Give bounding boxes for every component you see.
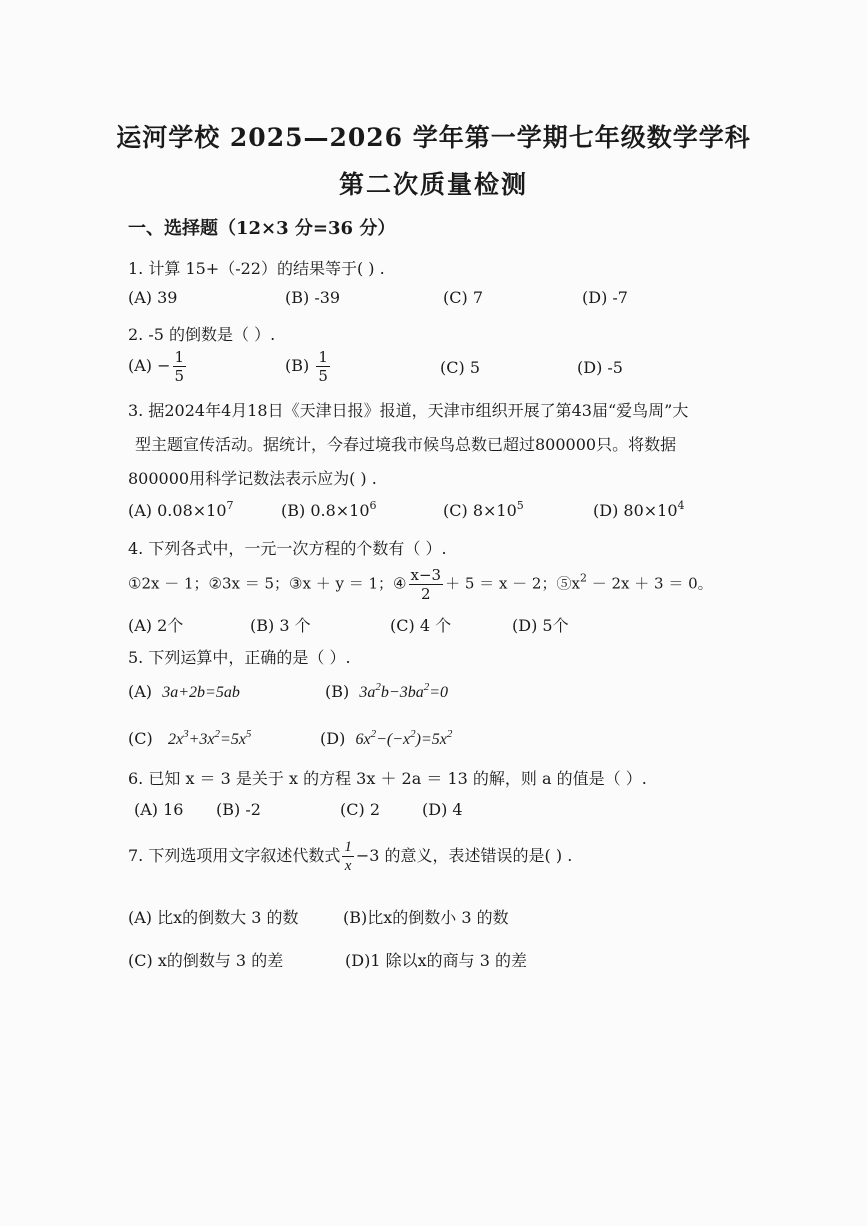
- fraction-denominator: x: [344, 858, 352, 874]
- fraction-numerator: 1: [344, 839, 352, 855]
- q1-option-c: (C) 7: [443, 288, 483, 307]
- expr-exponent: 2: [375, 681, 381, 693]
- q3-option-b-exponent: 6: [369, 499, 377, 512]
- q3-option-b: [281, 501, 377, 520]
- q3-option-c: [443, 501, 524, 520]
- expr-part: −(−x: [376, 731, 411, 748]
- question-5-stem: 5. 下列运算中，正确的是（ ）.: [128, 648, 351, 667]
- q4-equations-part-3: － 2x ＋ 3 ＝ 0。: [586, 574, 713, 593]
- question-7-stem: [128, 838, 572, 875]
- q5-option-c-label: (C): [128, 729, 153, 748]
- q4-option-b: (B) 3 个: [250, 616, 311, 635]
- q7-stem-before: 7. 下列选项用文字叙述代数式: [128, 846, 341, 865]
- q2-option-b: [285, 348, 332, 385]
- q5-option-b-label: (B): [325, 682, 350, 701]
- q5-option-c: [128, 729, 251, 749]
- section-heading: 一、选择题（12×3 分=36 分）: [128, 218, 396, 239]
- q1-option-d: (D) -7: [582, 288, 628, 307]
- q4-option-d: (D) 5个: [512, 616, 569, 635]
- q4-fraction: [409, 566, 444, 603]
- q1-option-b: (B) -39: [285, 288, 341, 307]
- q3-option-a-base: (A) 0.08×10: [128, 501, 227, 520]
- question-2-stem: 2. -5 的倒数是（ ）.: [128, 325, 276, 344]
- expr-part: b−3ba: [380, 684, 424, 701]
- q2-option-a-fraction: [173, 348, 187, 385]
- q5-option-d: [320, 729, 452, 749]
- q3-option-c-exponent: 5: [516, 499, 524, 512]
- q5-option-a-label: (A): [128, 682, 153, 701]
- exam-title: 运河学校 2025—2026 学年第一学期七年级数学学科: [116, 123, 751, 152]
- expr-part: +3x: [188, 731, 215, 748]
- q3-option-d-exponent: 4: [677, 499, 685, 512]
- q2-option-d: (D) -5: [577, 358, 623, 377]
- expr-part: 3a: [359, 684, 376, 701]
- q3-option-a: [128, 501, 234, 520]
- expr-exponent: 5: [245, 728, 252, 740]
- q2-option-c: (C) 5: [440, 358, 480, 377]
- q7-option-d: (D)1 除以x的商与 3 的差: [345, 951, 527, 970]
- q2-option-b-label: (B): [285, 356, 310, 375]
- fraction-numerator: 1: [174, 348, 185, 366]
- q7-fraction: [342, 838, 354, 875]
- q5-option-a: [128, 682, 240, 702]
- q4-option-a: (A) 2个: [128, 616, 184, 635]
- q1-option-a: (A) 39: [128, 288, 178, 307]
- q7-option-c: (C) x的倒数与 3 的差: [128, 951, 284, 970]
- q7-option-b: (B)比x的倒数小 3 的数: [343, 908, 509, 927]
- q6-option-d: (D) 4: [422, 800, 463, 819]
- expr-exponent: 2: [423, 681, 430, 693]
- q4-equations-part-2: ＋ 5 ＝ x － 2；⑤x: [445, 574, 580, 593]
- q5-option-a-expression: 3a+2b=5ab: [162, 684, 240, 701]
- q5-option-c-expression: [168, 728, 252, 748]
- question-3-line-1: 3. 据2024年4月18日《天津日报》报道，天津市组织开展了第43届“爱鸟周”大: [128, 401, 689, 420]
- expr-exponent: 2: [446, 728, 453, 740]
- q5-option-b-expression: [359, 681, 449, 701]
- expr-part: =5x: [220, 731, 246, 748]
- question-3-line-2: 型主题宣传活动。据统计，今春过境我市候鸟总数已超过800000只。将数据: [135, 435, 677, 454]
- q2-option-a-label: (A) −: [128, 356, 171, 375]
- question-4-stem: 4. 下列各式中，一元一次方程的个数有（ ）.: [128, 539, 447, 558]
- q6-option-a: (A) 16: [134, 800, 184, 819]
- q4-equation-exponent: 2: [579, 571, 587, 585]
- fraction-numerator: x−3: [410, 566, 442, 584]
- expr-part: 2x: [168, 731, 184, 748]
- q2-option-a: [128, 348, 188, 385]
- fraction-denominator: 5: [174, 367, 185, 385]
- q7-stem-after: 的意义，表述错误的是( ) .: [379, 846, 573, 865]
- fraction-denominator: 2: [421, 585, 431, 603]
- expr-part: )=5x: [415, 731, 447, 748]
- expr-part: 6x: [355, 731, 371, 748]
- q4-option-c: (C) 4 个: [390, 616, 452, 635]
- expr-exponent: 2: [214, 728, 221, 740]
- q4-equations-part-1: ①2x － 1；②3x ＝ 5；③x ＋ y ＝ 1；④: [128, 574, 407, 593]
- q5-option-b: [325, 682, 448, 702]
- q3-option-d: [593, 501, 685, 520]
- question-3-line-3: 800000用科学记数法表示应为( ) .: [128, 469, 377, 488]
- q3-option-c-base: (C) 8×10: [443, 501, 517, 520]
- q5-option-d-expression: [355, 728, 453, 748]
- expr-exponent: 3: [183, 728, 189, 740]
- question-6-stem: 6. 已知 x ＝ 3 是关于 x 的方程 3x ＋ 2a ＝ 13 的解，则 a 的值是（ ）.: [128, 769, 647, 788]
- q2-option-b-fraction: [316, 348, 330, 385]
- fraction-denominator: 5: [318, 367, 328, 385]
- expr-part: =0: [429, 684, 449, 701]
- q3-option-d-base: (D) 80×10: [593, 501, 678, 520]
- expr-exponent: 2: [370, 728, 377, 740]
- expr-exponent: 2: [410, 728, 416, 740]
- q7-stem-mid: −3: [355, 846, 380, 865]
- exam-subtitle: 第二次质量检测: [338, 170, 528, 199]
- q3-option-b-base: (B) 0.8×10: [281, 501, 370, 520]
- q6-option-c: (C) 2: [340, 800, 380, 819]
- q3-option-a-exponent: 7: [226, 499, 234, 512]
- fraction-numerator: 1: [318, 348, 328, 366]
- question-4-equations: [128, 566, 713, 603]
- question-1-stem: 1. 计算 15+（-22）的结果等于( ) .: [128, 259, 385, 278]
- q5-option-d-label: (D): [320, 729, 346, 748]
- q7-option-a: (A) 比x的倒数大 3 的数: [128, 908, 299, 927]
- q6-option-b: (B) -2: [216, 800, 261, 819]
